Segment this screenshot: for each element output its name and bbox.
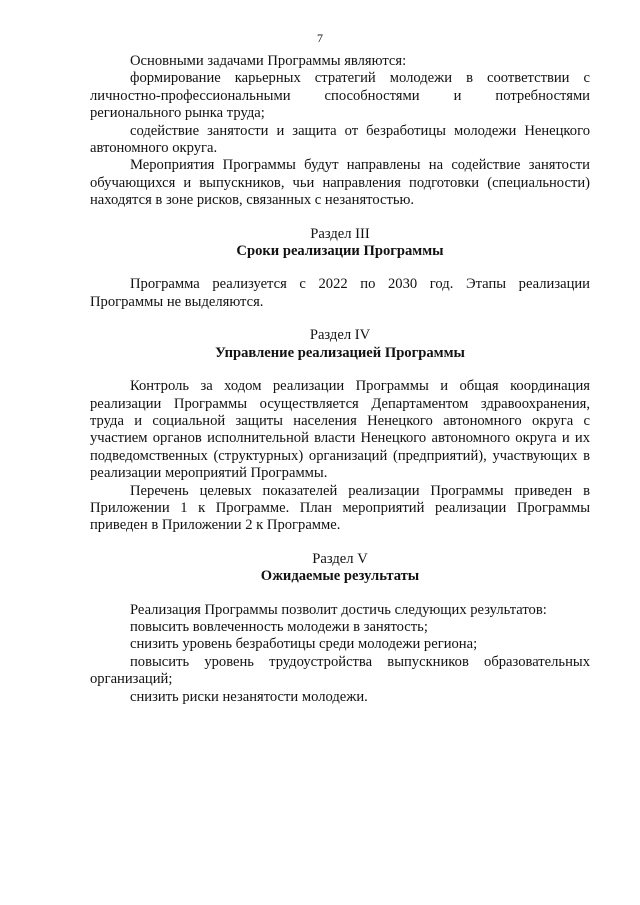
page-number: 7 [317, 31, 323, 45]
section-4-paragraph: Перечень целевых показателей реализации Программы приведен в Приложении 1 к Программе. План мероприятий реализации Программы приведен в Приложении 2 к Программе. [90, 482, 590, 534]
section-3-paragraph: Программа реализуется с 2022 по 2030 год. Этапы реализации Программы не выделяются. [90, 276, 590, 310]
task-item: формирование карьерных стратегий молодежи в соответствии с личностно-профессиональными способностями и потребностями регионального рынка труда; [90, 70, 590, 122]
section-5-label: Раздел V [312, 550, 368, 567]
task-item: содействие занятости и защита от безработицы молодежи Ненецкого автономного округа. [90, 122, 590, 157]
result-item: снизить уровень безработицы среди молодежи региона; [130, 636, 478, 653]
results-intro: Реализация Программы позволит достичь следующих результатов: [130, 601, 547, 618]
result-item: повысить уровень трудоустройства выпускников образовательных организаций; [90, 653, 590, 688]
section-5-title: Ожидаемые результаты [260, 568, 420, 585]
result-item: повысить вовлеченность молодежи в занятость; [130, 618, 428, 635]
page-content [90, 53, 590, 706]
section-4-paragraph: Контроль за ходом реализации Программы и общая координация реализации Программы осуществляется Департаментом здравоохранения, труда и социальной защиты населения Ненецкого автономного округа с участием органов исполнительной власти Ненецкого автономного округа и их подведомственных (структурных) организаций (предприятий), участвующих в реализации мероприятий Программы. [90, 378, 590, 482]
section-3-label: Раздел III [310, 225, 370, 242]
section-4-title: Управление реализацией Программы [215, 344, 465, 361]
result-item: снизить риски незанятости молодежи. [130, 688, 368, 705]
tasks-heading: Основными задачами Программы являются: [130, 53, 407, 69]
section-3-title: Сроки реализации Программы [236, 243, 444, 260]
section-4-label: Раздел IV [309, 327, 371, 344]
events-paragraph: Мероприятия Программы будут направлены на содействие занятости обучающихся и выпускников, чьи направления подготовки (специальности) находятся в зоне рисков, связанных с незанятостью. [90, 157, 590, 209]
